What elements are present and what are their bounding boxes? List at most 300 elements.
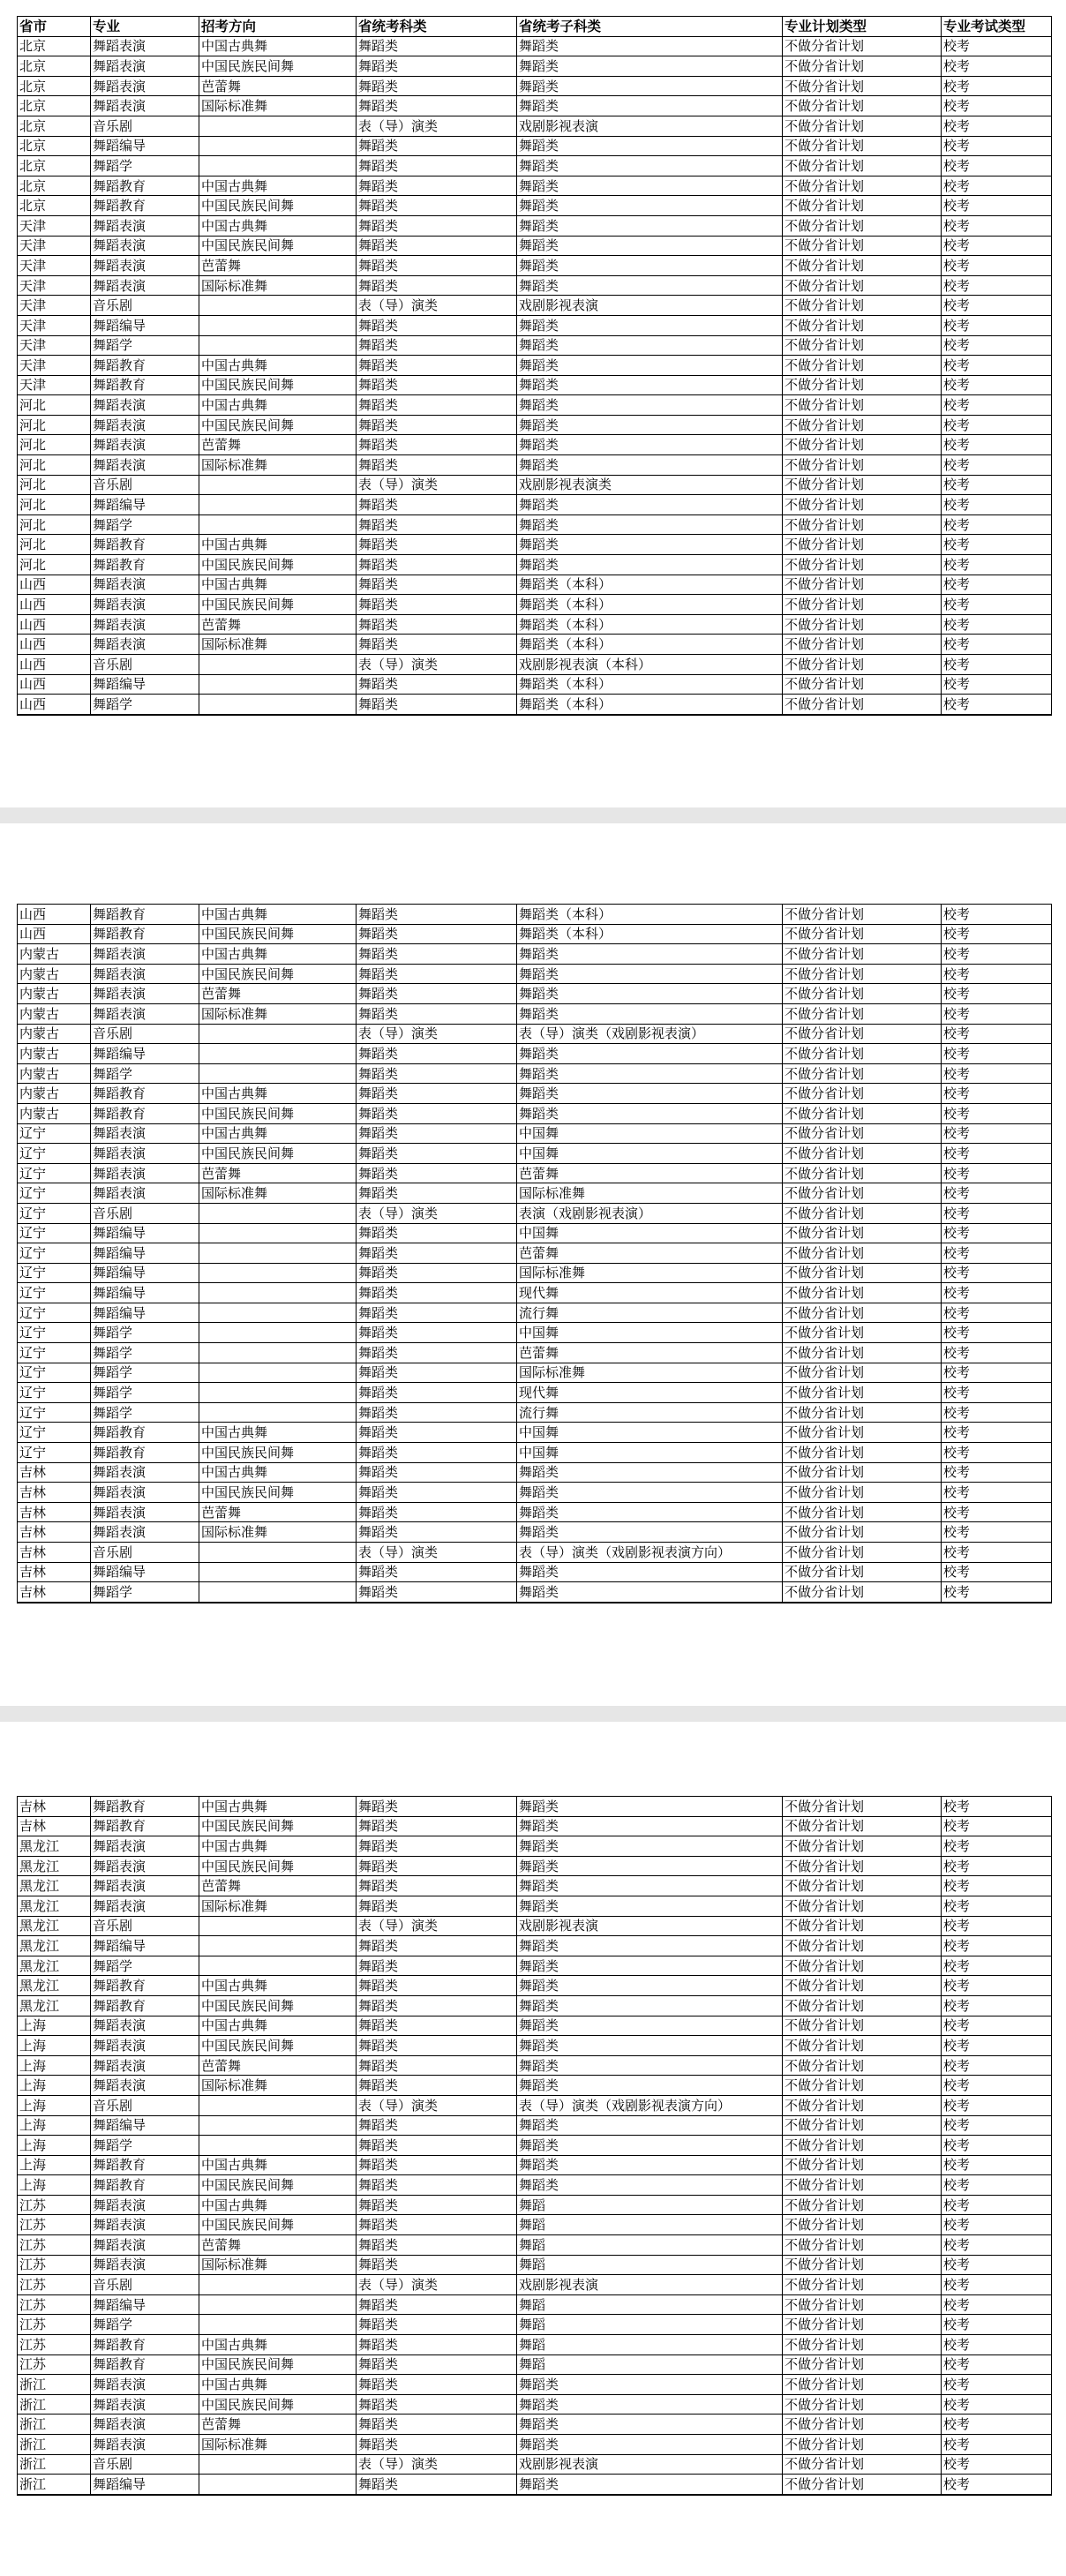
cell-province: 浙江 [18, 2415, 91, 2435]
cell-exam-type: 校考 [942, 2415, 1052, 2435]
table-row [18, 395, 1052, 416]
cell-exam-type: 校考 [942, 1402, 1052, 1423]
cell-exam-type: 校考 [942, 695, 1052, 715]
cell-direction: 中国民族民间舞 [199, 2215, 357, 2235]
cell-major: 舞蹈表演 [91, 2055, 199, 2076]
cell-exam-type: 校考 [942, 315, 1052, 335]
cell-exam-type: 校考 [942, 1582, 1052, 1603]
cell-major: 舞蹈编导 [91, 136, 199, 156]
cell-major: 舞蹈表演 [91, 1836, 199, 1857]
cell-exam-type: 校考 [942, 905, 1052, 925]
cell-plan-type: 不做分省计划 [783, 2275, 942, 2295]
cell-exam-category: 舞蹈类 [357, 2394, 517, 2415]
table-row [18, 2255, 1052, 2275]
cell-exam-type: 校考 [942, 215, 1052, 236]
cell-exam-category: 舞蹈类 [357, 1483, 517, 1503]
cell-exam-category: 舞蹈类 [357, 2055, 517, 2076]
cell-direction: 中国古典舞 [199, 395, 357, 416]
cell-plan-type: 不做分省计划 [783, 2115, 942, 2136]
cell-major: 舞蹈教育 [91, 356, 199, 376]
cell-province: 黑龙江 [18, 1995, 91, 2016]
cell-major: 舞蹈表演 [91, 2195, 199, 2215]
cell-major: 舞蹈编导 [91, 2475, 199, 2495]
cell-direction: 中国民族民间舞 [199, 236, 357, 256]
cell-major: 舞蹈表演 [91, 984, 199, 1004]
cell-exam-category: 表（导）演类 [357, 2095, 517, 2115]
cell-exam-type: 校考 [942, 1243, 1052, 1264]
cell-plan-type: 不做分省计划 [783, 1024, 942, 1044]
cell-exam-category: 舞蹈类 [357, 196, 517, 216]
cell-plan-type: 不做分省计划 [783, 2195, 942, 2215]
table-row [18, 215, 1052, 236]
cell-plan-type: 不做分省计划 [783, 176, 942, 196]
cell-province: 河北 [18, 495, 91, 515]
cell-exam-type: 校考 [942, 36, 1052, 56]
table-row [18, 296, 1052, 316]
cell-province: 天津 [18, 375, 91, 395]
cell-major: 舞蹈教育 [91, 176, 199, 196]
table-row [18, 2435, 1052, 2455]
cell-exam-type: 校考 [942, 1303, 1052, 1323]
cell-direction [199, 674, 357, 695]
cell-plan-type: 不做分省计划 [783, 575, 942, 595]
cell-direction [199, 315, 357, 335]
cell-direction: 中国古典舞 [199, 36, 357, 56]
cell-major: 音乐剧 [91, 116, 199, 136]
cell-direction [199, 1562, 357, 1582]
cell-direction [199, 1543, 357, 1563]
cell-province: 辽宁 [18, 1183, 91, 1204]
cell-direction: 中国民族民间舞 [199, 2394, 357, 2415]
cell-exam-category: 舞蹈类 [357, 2294, 517, 2315]
cell-direction [199, 1024, 357, 1044]
table-row [18, 1323, 1052, 1343]
cell-province: 内蒙古 [18, 984, 91, 1004]
cell-exam-type: 校考 [942, 356, 1052, 376]
cell-exam-category: 舞蹈类 [357, 1423, 517, 1443]
table-row [18, 674, 1052, 695]
cell-province: 天津 [18, 356, 91, 376]
cell-exam-subcategory: 舞蹈类 [517, 136, 783, 156]
cell-exam-subcategory: 舞蹈类 [517, 2394, 783, 2415]
cell-province: 山西 [18, 595, 91, 615]
table-row [18, 2036, 1052, 2056]
cell-exam-category: 舞蹈类 [357, 614, 517, 635]
cell-exam-category: 舞蹈类 [357, 435, 517, 455]
cell-exam-subcategory: 舞蹈类 [517, 215, 783, 236]
cell-major: 舞蹈编导 [91, 1223, 199, 1243]
cell-exam-subcategory: 舞蹈类 [517, 1044, 783, 1064]
table-row [18, 1303, 1052, 1323]
cell-province: 吉林 [18, 1502, 91, 1522]
cell-exam-subcategory: 舞蹈类 [517, 1562, 783, 1582]
cell-major: 音乐剧 [91, 1916, 199, 1936]
cell-province: 辽宁 [18, 1303, 91, 1323]
cell-exam-category: 舞蹈类 [357, 635, 517, 655]
cell-exam-type: 校考 [942, 176, 1052, 196]
cell-major: 舞蹈表演 [91, 2435, 199, 2455]
cell-major: 舞蹈编导 [91, 1263, 199, 1283]
cell-exam-category: 舞蹈类 [357, 2415, 517, 2435]
page-separator [0, 1706, 1066, 1722]
cell-major: 舞蹈表演 [91, 2255, 199, 2275]
table-row [18, 2475, 1052, 2495]
cell-direction: 中国民族民间舞 [199, 1995, 357, 2016]
cell-province: 江苏 [18, 2235, 91, 2256]
cell-direction: 中国民族民间舞 [199, 924, 357, 944]
cell-exam-subcategory: 舞蹈类 [517, 375, 783, 395]
cell-province: 辽宁 [18, 1203, 91, 1223]
cell-direction: 中国民族民间舞 [199, 1103, 357, 1123]
table-row [18, 1243, 1052, 1264]
cell-province: 山西 [18, 695, 91, 715]
cell-direction: 中国古典舞 [199, 535, 357, 555]
cell-exam-category: 舞蹈类 [357, 156, 517, 176]
cell-exam-category: 舞蹈类 [357, 1323, 517, 1343]
cell-direction: 中国民族民间舞 [199, 375, 357, 395]
cell-direction: 中国古典舞 [199, 1084, 357, 1104]
cell-exam-category: 舞蹈类 [357, 2435, 517, 2455]
cell-direction: 中国民族民间舞 [199, 964, 357, 984]
cell-exam-subcategory: 芭蕾舞 [517, 1243, 783, 1264]
cell-exam-type: 校考 [942, 1816, 1052, 1836]
cell-exam-type: 校考 [942, 395, 1052, 416]
cell-plan-type: 不做分省计划 [783, 296, 942, 316]
cell-province: 河北 [18, 514, 91, 535]
cell-exam-type: 校考 [942, 335, 1052, 356]
cell-plan-type: 不做分省计划 [783, 2375, 942, 2395]
cell-province: 山西 [18, 905, 91, 925]
cell-plan-type: 不做分省计划 [783, 56, 942, 77]
table-row [18, 335, 1052, 356]
table-row [18, 924, 1052, 944]
cell-province: 江苏 [18, 2275, 91, 2295]
table-row [18, 315, 1052, 335]
cell-exam-type: 校考 [942, 2136, 1052, 2156]
cell-province: 江苏 [18, 2215, 91, 2235]
cell-province: 辽宁 [18, 1163, 91, 1183]
cell-exam-type: 校考 [942, 435, 1052, 455]
cell-major: 舞蹈教育 [91, 1443, 199, 1463]
cell-major: 舞蹈表演 [91, 415, 199, 435]
cell-exam-type: 校考 [942, 2016, 1052, 2036]
cell-exam-category: 舞蹈类 [357, 2155, 517, 2175]
cell-exam-subcategory: 舞蹈类 [517, 455, 783, 476]
cell-exam-subcategory: 中国舞 [517, 1423, 783, 1443]
cell-direction: 中国古典舞 [199, 2335, 357, 2355]
cell-exam-subcategory: 舞蹈类 [517, 514, 783, 535]
page-separator [0, 807, 1066, 823]
cell-major: 舞蹈教育 [91, 196, 199, 216]
cell-direction: 中国古典舞 [199, 2155, 357, 2175]
cell-exam-subcategory: 舞蹈类 [517, 2076, 783, 2096]
cell-exam-category: 舞蹈类 [357, 1283, 517, 1303]
cell-exam-subcategory: 芭蕾舞 [517, 1163, 783, 1183]
table-row [18, 1522, 1052, 1543]
cell-province: 辽宁 [18, 1243, 91, 1264]
cell-direction [199, 1303, 357, 1323]
cell-exam-category: 舞蹈类 [357, 984, 517, 1004]
cell-plan-type: 不做分省计划 [783, 395, 942, 416]
cell-exam-category: 舞蹈类 [357, 2036, 517, 2056]
cell-major: 舞蹈教育 [91, 924, 199, 944]
cell-exam-category: 舞蹈类 [357, 395, 517, 416]
cell-province: 上海 [18, 2155, 91, 2175]
table-row [18, 2155, 1052, 2175]
table-row [18, 1443, 1052, 1463]
table-row [18, 196, 1052, 216]
cell-direction [199, 514, 357, 535]
cell-plan-type: 不做分省计划 [783, 1084, 942, 1104]
table-row [18, 1562, 1052, 1582]
cell-exam-subcategory: 舞蹈类 [517, 2016, 783, 2036]
cell-plan-type: 不做分省计划 [783, 1543, 942, 1563]
cell-exam-type: 校考 [942, 1123, 1052, 1144]
cell-plan-type: 不做分省计划 [783, 1183, 942, 1204]
cell-major: 舞蹈表演 [91, 76, 199, 96]
cell-exam-subcategory: 流行舞 [517, 1303, 783, 1323]
cell-plan-type: 不做分省计划 [783, 2315, 942, 2335]
table-row [18, 2454, 1052, 2475]
cell-exam-type: 校考 [942, 1836, 1052, 1857]
cell-exam-type: 校考 [942, 1995, 1052, 2016]
cell-plan-type: 不做分省计划 [783, 1163, 942, 1183]
cell-exam-type: 校考 [942, 2155, 1052, 2175]
cell-plan-type: 不做分省计划 [783, 1995, 942, 2016]
cell-exam-type: 校考 [942, 415, 1052, 435]
cell-plan-type: 不做分省计划 [783, 1323, 942, 1343]
header-direction: 招考方向 [199, 17, 357, 37]
cell-province: 内蒙古 [18, 1063, 91, 1084]
cell-plan-type: 不做分省计划 [783, 2136, 942, 2156]
cell-major: 舞蹈表演 [91, 944, 199, 965]
table-row [18, 2394, 1052, 2415]
cell-exam-type: 校考 [942, 964, 1052, 984]
cell-exam-subcategory: 舞蹈类 [517, 335, 783, 356]
cell-major: 音乐剧 [91, 2454, 199, 2475]
cell-province: 黑龙江 [18, 1876, 91, 1896]
cell-plan-type: 不做分省计划 [783, 1443, 942, 1463]
cell-exam-subcategory: 现代舞 [517, 1283, 783, 1303]
cell-province: 山西 [18, 674, 91, 695]
cell-plan-type: 不做分省计划 [783, 1144, 942, 1164]
cell-exam-subcategory: 舞蹈 [517, 2294, 783, 2315]
cell-province: 上海 [18, 2095, 91, 2115]
cell-exam-subcategory: 舞蹈类 [517, 56, 783, 77]
cell-direction [199, 1323, 357, 1343]
table-row [18, 1956, 1052, 1976]
cell-major: 舞蹈教育 [91, 2354, 199, 2375]
cell-exam-type: 校考 [942, 1462, 1052, 1483]
cell-major: 舞蹈学 [91, 1063, 199, 1084]
cell-exam-subcategory: 舞蹈类 [517, 176, 783, 196]
cell-province: 北京 [18, 36, 91, 56]
cell-exam-subcategory: 舞蹈类 [517, 1462, 783, 1483]
cell-major: 舞蹈表演 [91, 236, 199, 256]
cell-exam-subcategory: 舞蹈类 [517, 1936, 783, 1956]
cell-exam-type: 校考 [942, 635, 1052, 655]
cell-plan-type: 不做分省计划 [783, 1936, 942, 1956]
cell-plan-type: 不做分省计划 [783, 2076, 942, 2096]
table-row [18, 1856, 1052, 1876]
cell-major: 舞蹈表演 [91, 2036, 199, 2056]
cell-exam-type: 校考 [942, 1343, 1052, 1363]
cell-province: 内蒙古 [18, 1103, 91, 1123]
cell-major: 舞蹈学 [91, 695, 199, 715]
cell-plan-type: 不做分省计划 [783, 614, 942, 635]
cell-exam-type: 校考 [942, 924, 1052, 944]
cell-direction [199, 156, 357, 176]
cell-exam-category: 舞蹈类 [357, 575, 517, 595]
cell-major: 舞蹈表演 [91, 256, 199, 276]
cell-exam-subcategory: 舞蹈类 [517, 1856, 783, 1876]
cell-exam-type: 校考 [942, 1283, 1052, 1303]
cell-exam-category: 舞蹈类 [357, 1383, 517, 1403]
cell-exam-category: 舞蹈类 [357, 2016, 517, 2036]
cell-plan-type: 不做分省计划 [783, 905, 942, 925]
cell-exam-type: 校考 [942, 2475, 1052, 2495]
cell-exam-subcategory: 芭蕾舞 [517, 1343, 783, 1363]
cell-exam-type: 校考 [942, 156, 1052, 176]
cell-plan-type: 不做分省计划 [783, 1343, 942, 1363]
cell-exam-type: 校考 [942, 1223, 1052, 1243]
cell-direction: 中国古典舞 [199, 176, 357, 196]
cell-direction [199, 2115, 357, 2136]
cell-province: 北京 [18, 196, 91, 216]
cell-major: 音乐剧 [91, 2095, 199, 2115]
cell-direction: 中国古典舞 [199, 905, 357, 925]
cell-exam-subcategory: 戏剧影视表演类 [517, 475, 783, 495]
cell-direction: 芭蕾舞 [199, 984, 357, 1004]
cell-exam-subcategory: 舞蹈类 [517, 1582, 783, 1603]
cell-exam-category: 舞蹈类 [357, 2115, 517, 2136]
cell-direction: 芭蕾舞 [199, 2415, 357, 2435]
cell-exam-category: 舞蹈类 [357, 56, 517, 77]
cell-province: 辽宁 [18, 1343, 91, 1363]
cell-exam-type: 校考 [942, 1916, 1052, 1936]
cell-major: 舞蹈表演 [91, 1183, 199, 1204]
cell-exam-category: 舞蹈类 [357, 674, 517, 695]
cell-exam-subcategory: 舞蹈类 [517, 2375, 783, 2395]
cell-exam-category: 舞蹈类 [357, 1936, 517, 1956]
cell-province: 上海 [18, 2055, 91, 2076]
cell-exam-category: 表（导）演类 [357, 1543, 517, 1563]
cell-major: 舞蹈学 [91, 335, 199, 356]
table-row [18, 1103, 1052, 1123]
cell-direction [199, 1063, 357, 1084]
cell-province: 河北 [18, 475, 91, 495]
cell-exam-subcategory: 舞蹈类 [517, 555, 783, 575]
cell-exam-subcategory: 表（导）演类（戏剧影视表演） [517, 1024, 783, 1044]
header-exam-category: 省统考科类 [357, 17, 517, 37]
cell-exam-subcategory: 表（导）演类（戏剧影视表演方向） [517, 1543, 783, 1563]
table-row [18, 2175, 1052, 2196]
cell-direction: 中国民族民间舞 [199, 1483, 357, 1503]
table-row [18, 964, 1052, 984]
cell-exam-type: 校考 [942, 1936, 1052, 1956]
cell-exam-category: 舞蹈类 [357, 1223, 517, 1243]
cell-exam-category: 舞蹈类 [357, 1976, 517, 1996]
cell-exam-type: 校考 [942, 1263, 1052, 1283]
cell-major: 舞蹈编导 [91, 674, 199, 695]
cell-exam-subcategory: 舞蹈类 [517, 2036, 783, 2056]
cell-province: 内蒙古 [18, 1003, 91, 1024]
cell-plan-type: 不做分省计划 [783, 595, 942, 615]
cell-direction: 中国民族民间舞 [199, 2175, 357, 2196]
cell-province: 辽宁 [18, 1263, 91, 1283]
document-page-1 [0, 0, 1066, 807]
cell-province: 江苏 [18, 2354, 91, 2375]
table-row [18, 2136, 1052, 2156]
cell-exam-type: 校考 [942, 2294, 1052, 2315]
cell-major: 舞蹈表演 [91, 1123, 199, 1144]
cell-major: 舞蹈表演 [91, 2394, 199, 2415]
cell-plan-type: 不做分省计划 [783, 2454, 942, 2475]
cell-exam-category: 舞蹈类 [357, 944, 517, 965]
cell-exam-subcategory: 流行舞 [517, 1402, 783, 1423]
cell-direction [199, 1383, 357, 1403]
cell-province: 天津 [18, 256, 91, 276]
cell-province: 吉林 [18, 1562, 91, 1582]
cell-direction [199, 1956, 357, 1976]
cell-province: 吉林 [18, 1816, 91, 1836]
cell-province: 江苏 [18, 2255, 91, 2275]
cell-plan-type: 不做分省计划 [783, 2036, 942, 2056]
cell-exam-type: 校考 [942, 275, 1052, 296]
cell-exam-category: 舞蹈类 [357, 1163, 517, 1183]
cell-exam-category: 舞蹈类 [357, 76, 517, 96]
cell-major: 舞蹈教育 [91, 2175, 199, 2196]
cell-exam-category: 舞蹈类 [357, 136, 517, 156]
cell-exam-type: 校考 [942, 984, 1052, 1004]
cell-exam-subcategory: 戏剧影视表演 [517, 296, 783, 316]
cell-plan-type: 不做分省计划 [783, 356, 942, 376]
cell-exam-subcategory: 舞蹈类（本科） [517, 575, 783, 595]
cell-exam-subcategory: 舞蹈类 [517, 1836, 783, 1857]
cell-exam-type: 校考 [942, 1797, 1052, 1817]
cell-plan-type: 不做分省计划 [783, 2415, 942, 2435]
cell-major: 舞蹈表演 [91, 2375, 199, 2395]
cell-major: 舞蹈表演 [91, 215, 199, 236]
cell-province: 江苏 [18, 2195, 91, 2215]
cell-plan-type: 不做分省计划 [783, 215, 942, 236]
cell-exam-subcategory: 舞蹈类（本科） [517, 695, 783, 715]
cell-exam-type: 校考 [942, 2354, 1052, 2375]
cell-province: 辽宁 [18, 1402, 91, 1423]
cell-exam-type: 校考 [942, 1543, 1052, 1563]
cell-exam-type: 校考 [942, 2335, 1052, 2355]
admissions-table-page-2 [17, 904, 1052, 1603]
cell-exam-type: 校考 [942, 2394, 1052, 2415]
cell-direction: 中国民族民间舞 [199, 2354, 357, 2375]
cell-direction: 中国古典舞 [199, 2195, 357, 2215]
cell-exam-subcategory: 舞蹈类 [517, 2115, 783, 2136]
cell-major: 舞蹈学 [91, 1582, 199, 1603]
cell-exam-category: 舞蹈类 [357, 1003, 517, 1024]
cell-exam-subcategory: 中国舞 [517, 1323, 783, 1343]
cell-major: 舞蹈表演 [91, 614, 199, 635]
cell-province: 江苏 [18, 2335, 91, 2355]
cell-exam-type: 校考 [942, 2055, 1052, 2076]
cell-exam-subcategory: 舞蹈类 [517, 2475, 783, 2495]
cell-exam-category: 表（导）演类 [357, 116, 517, 136]
cell-exam-type: 校考 [942, 1144, 1052, 1164]
cell-exam-category: 舞蹈类 [357, 595, 517, 615]
table-row [18, 2095, 1052, 2115]
cell-plan-type: 不做分省计划 [783, 2394, 942, 2415]
cell-plan-type: 不做分省计划 [783, 1797, 942, 1817]
cell-direction: 国际标准舞 [199, 2255, 357, 2275]
